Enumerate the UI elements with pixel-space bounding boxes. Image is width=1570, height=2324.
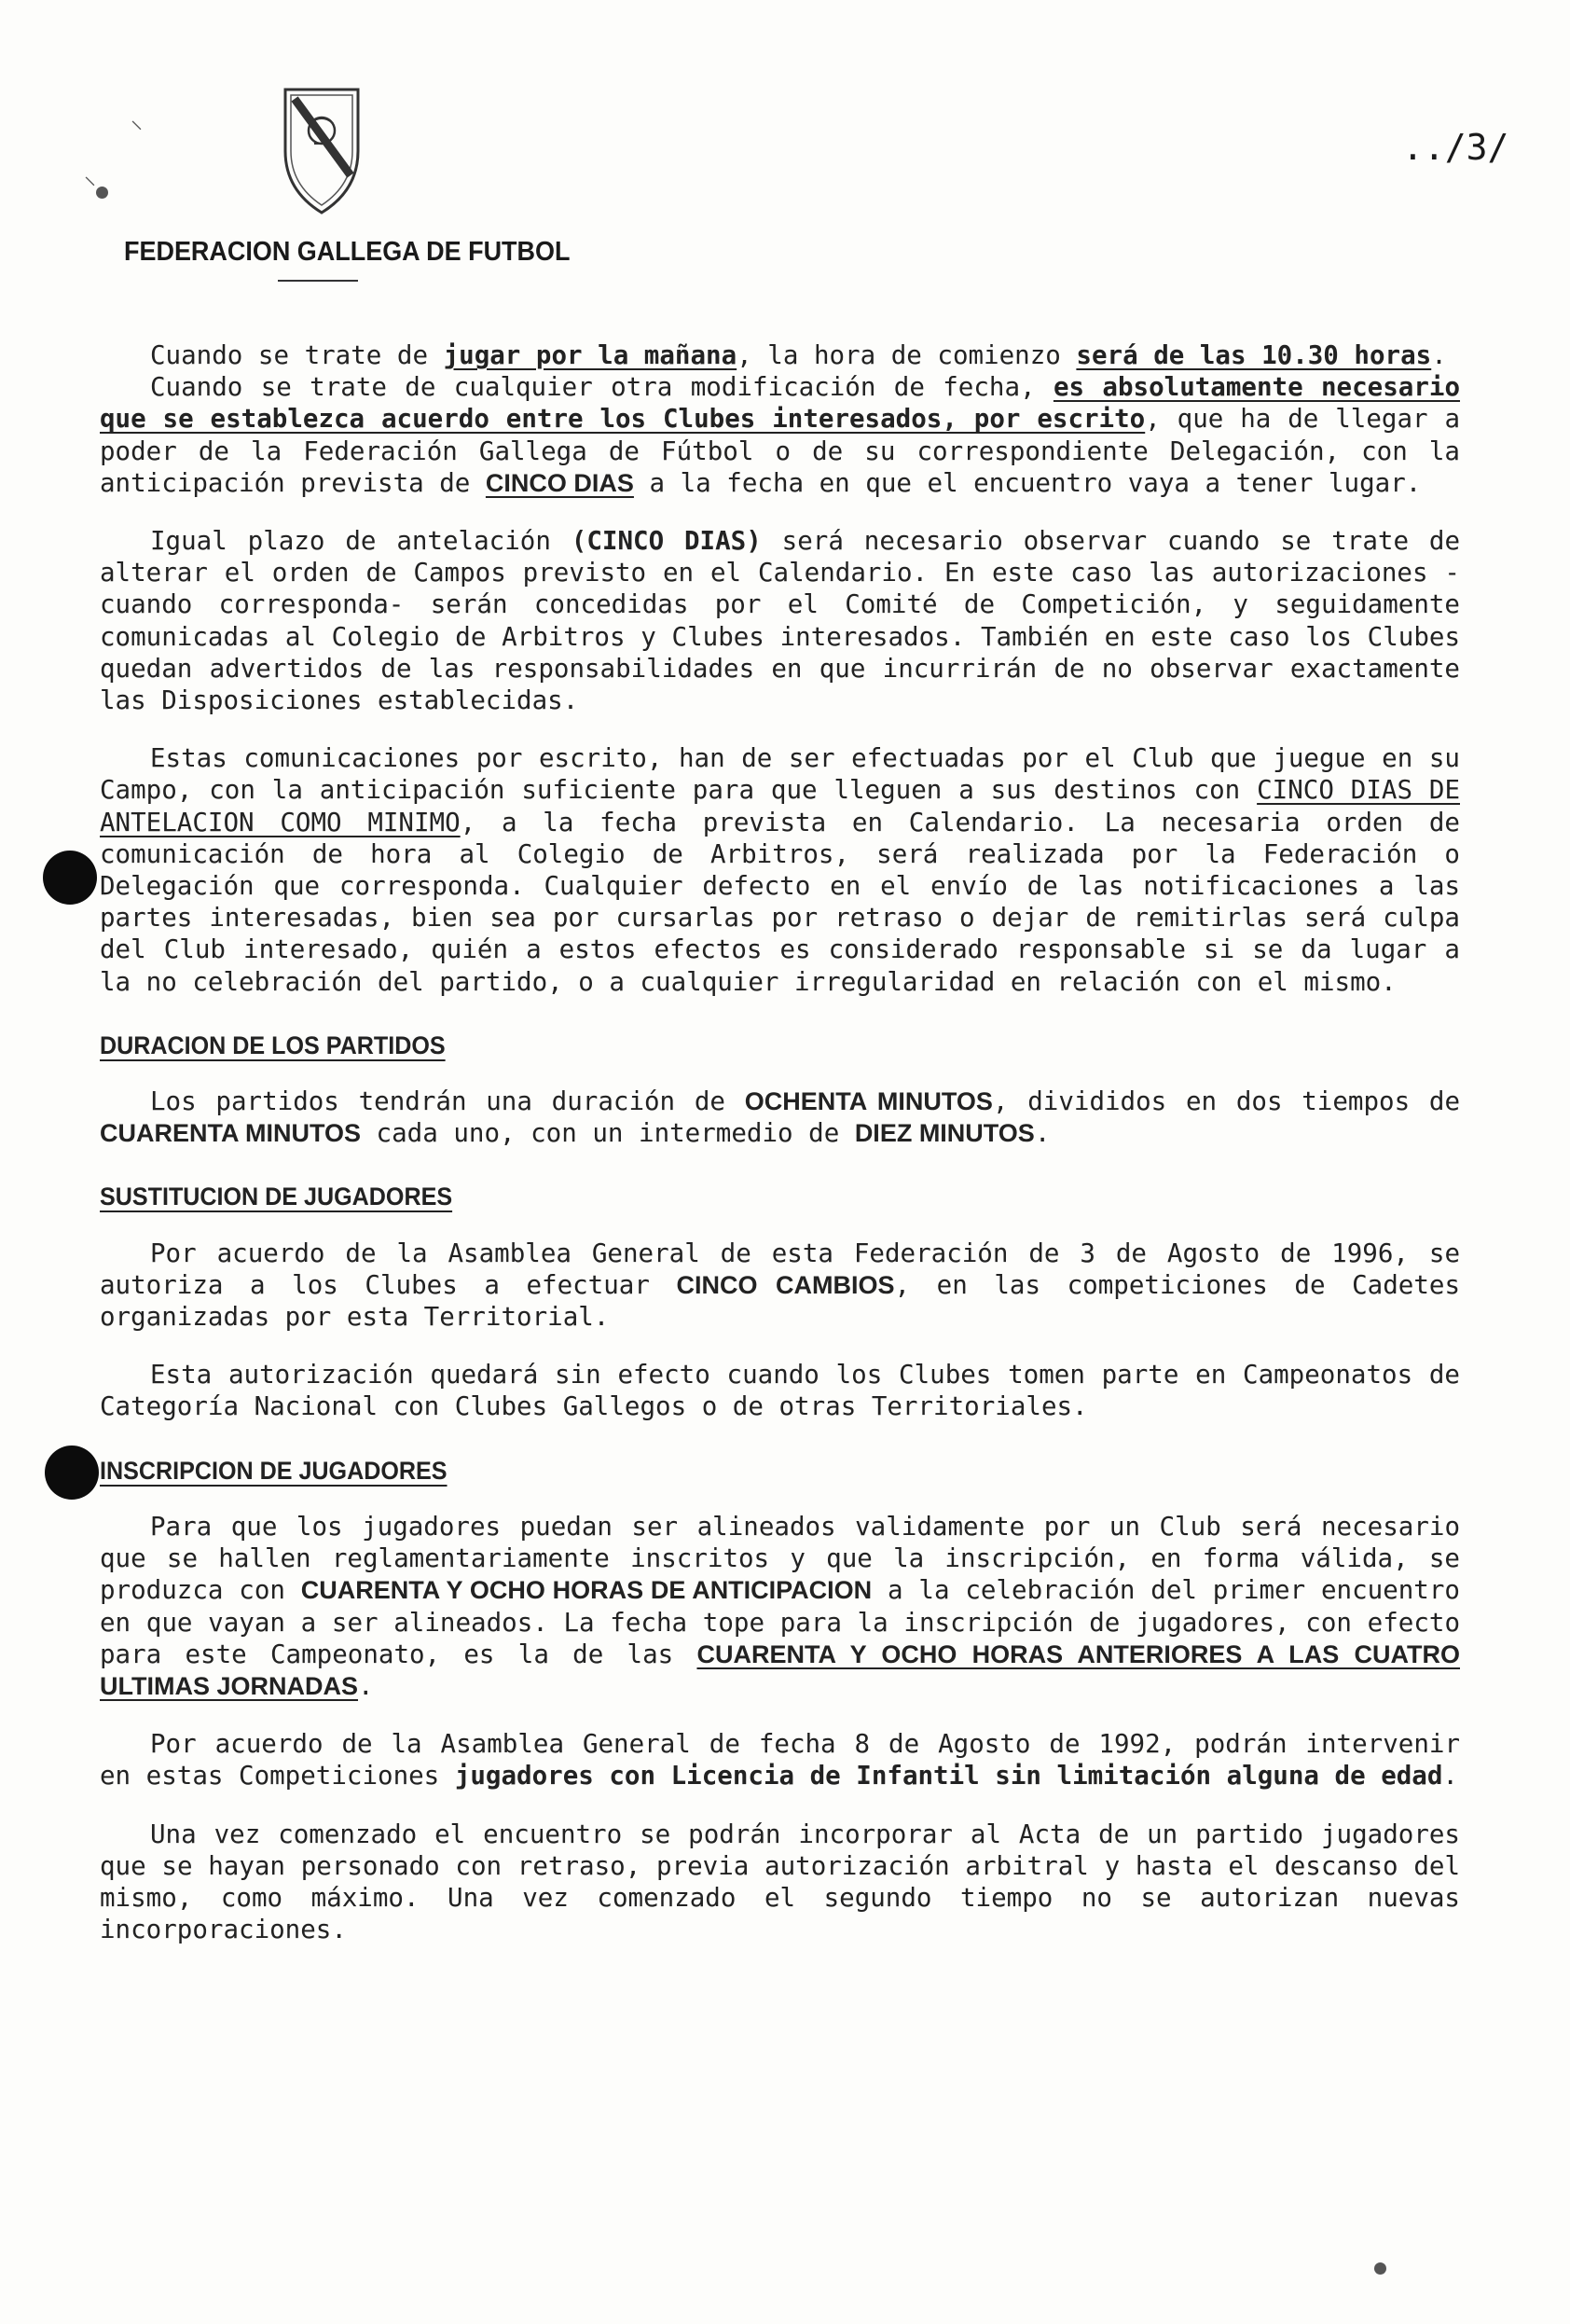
- scan-mark: ⸌: [84, 173, 97, 201]
- heading-registration: INSCRIPCION DE JUGADORES: [100, 1456, 448, 1485]
- paragraph-date-change: Cuando se trate de cualquier otra modificación de fecha, es absolutamente necesario que se establezca acuerdo entre los Clubes interesados, por escrito, que ha de llegar a poder de la Federación Gallega de Fútbol o de su correspondiente Delegación, con la anticipación prevista de CINCO DIAS a la fecha en que el encuentro vaya a tener lugar.: [100, 372, 1461, 498]
- scan-mark: ⸌: [131, 117, 144, 145]
- document-body: [100, 339, 1460, 1971]
- scan-speck: [96, 187, 108, 199]
- page-number: ../3/: [1402, 127, 1509, 168]
- punch-hole: [43, 851, 97, 905]
- paragraph-substitution-changes: Por acuerdo de la Asamblea General de esta Federación de 3 de Agosto de 1996, se autoriza a los Clubes a efectuar CINCO CAMBIOS, en las competiciones de Cadetes organizadas por esta Territorial.: [100, 1238, 1460, 1333]
- paragraph-written-communications: Estas comunicaciones por escrito, han de ser efectuadas por el Club que juegue en su Campo, con la anticipación suficiente para que lleguen a sus destinos con CINCO DIAS DE ANTELACION COMO MINIMO, a la fecha prevista en Calendario. La necesaria orden de comunicación de hora al Colegio de Arbitros, será realizada por la Federación o Delegación que corresponda. Cualquier defecto en el envío de las notificaciones a las partes interesadas, bien sea por cursarlas por retraso o dejar de remitirlas será culpa del Club interesado, quién a estos efectos es considerado responsable si se da lugar a la no celebración del partido, o a cualquier irregularidad en relación con el mismo.: [100, 743, 1460, 997]
- scan-speck: [1374, 2262, 1386, 2275]
- paragraph-registration-deadline: Para que los jugadores puedan ser alineados validamente por un Club será necesario que se hallen reglamentariamente inscritos y que la inscripción, en forma válida, se produzca con CUARENTA Y OCHO HORAS DE ANTICIPACION a la celebración del primer encuentro en que vayan a ser alineados. La fecha tope para la inscripción de jugadores, con efecto para este Campeonato, es la de las CUARENTA Y OCHO HORAS ANTERIORES A LAS CUATRO ULTIMAS JORNADAS.: [100, 1511, 1460, 1701]
- heading-duration: DURACION DE LOS PARTIDOS: [100, 1031, 446, 1059]
- header-divider: [278, 280, 358, 282]
- federation-crest-icon: [282, 86, 362, 216]
- paragraph-duration: Los partidos tendrán una duración de OCHENTA MINUTOS, divididos en dos tiempos de CUARENTA MINUTOS cada uno, con un intermedio de DIEZ MINUTOS.: [100, 1086, 1461, 1149]
- paragraph-substitution-exception: Esta autorización quedará sin efecto cuando los Clubes tomen parte en Campeonatos de Categoría Nacional con Clubes Gallegos o de otras Territoriales.: [100, 1360, 1460, 1422]
- organization-name: FEDERACION GALLEGA DE FUTBOL: [124, 237, 571, 267]
- paragraph-morning-time: Cuando se trate de jugar por la mañana, la hora de comienzo será de las 10.30 horas.: [150, 340, 1447, 370]
- paragraph-late-players: Una vez comenzado el encuentro se podrán incorporar al Acta de un partido jugadores que se hayan personado con retraso, previa autorización arbitral y hasta el descanso del mismo, como máximo. Una vez comenzado el segundo tiempo no se autorizan nuevas incorporaciones.: [100, 1819, 1460, 1945]
- paragraph-field-order: Igual plazo de antelación (CINCO DIAS) será necesario observar cuando se trate de alterar el orden de Campos previsto en el Calendario. En este caso las autorizaciones -cuando corresponda- serán concedidas por el Comité de Competición, y seguidamente comunicadas al Colegio de Arbitros y Clubes interesados. También en este caso los Clubes quedan advertidos de las responsabilidades en que incurrirán de no observar exactamente las Disposiciones establecidas.: [100, 526, 1461, 716]
- paragraph-infantil-license: Por acuerdo de la Asamblea General de fecha 8 de Agosto de 1992, podrán intervenir en estas Competiciones jugadores con Licencia de Infantil sin limitación alguna de edad.: [100, 1729, 1460, 1791]
- punch-hole: [45, 1446, 99, 1500]
- heading-substitution: SUSTITUCION DE JUGADORES: [100, 1183, 453, 1211]
